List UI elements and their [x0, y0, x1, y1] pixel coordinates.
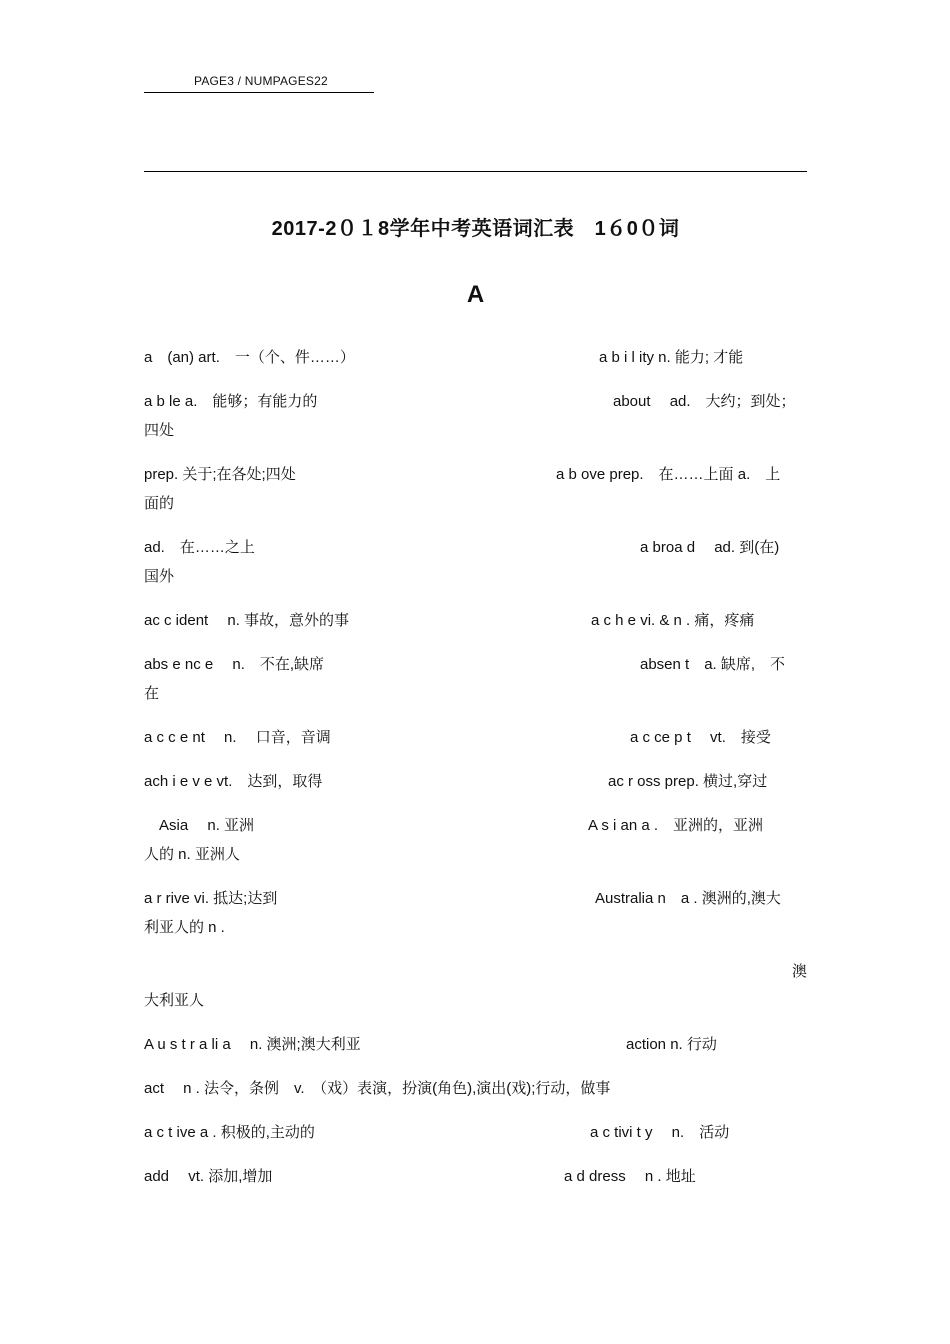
vocab-entry-left: add vt. 添加,增加	[144, 1168, 273, 1185]
vocab-row	[144, 811, 807, 869]
vocab-entry-continuation: 在	[144, 685, 160, 702]
vocab-entry-left: act n . 法令，条例 v. （戏）表演，扮演(角色),演出(戏);行动，做事	[144, 1080, 611, 1097]
page-header: PAGE3 / NUMPAGES22	[194, 74, 328, 88]
vocab-entry-right: a d dress n . 地址	[564, 1168, 696, 1185]
vocab-row	[144, 884, 807, 942]
vocab-entry-continuation: 国外	[144, 568, 175, 585]
vocab-entry-left: a c t ive a . 积极的,主动的	[144, 1124, 315, 1141]
vocab-row	[144, 387, 807, 445]
vocab-row	[144, 1118, 807, 1147]
vocab-entry-left: abs e nc e n. 不在,缺席	[144, 656, 325, 673]
vocab-entry-left: a c c e nt n. 口音，音调	[144, 729, 331, 746]
vocab-entry-left: ac c ident n. 事故，意外的事	[144, 612, 350, 629]
vocab-entry-continuation: 大利亚人	[144, 992, 205, 1009]
vocabulary-list	[144, 343, 807, 1206]
vocab-entry-right: a broa d ad. 到(在)	[640, 539, 780, 556]
vocab-entry-right: about ad. 大约；到处；	[613, 393, 796, 410]
vocab-entry-right: action n. 行动	[626, 1036, 717, 1053]
vocab-entry-right: 澳	[791, 963, 807, 980]
vocab-row	[144, 1030, 807, 1059]
vocab-entry-left: a (an) art. 一（个、件……）	[144, 349, 355, 366]
vocab-entry-left: ad. 在……之上	[144, 539, 255, 556]
vocab-entry-continuation: 四处	[144, 422, 175, 439]
vocab-entry-left: A u s t r a li a n. 澳洲;澳大利亚	[144, 1036, 361, 1053]
vocab-row	[144, 1074, 807, 1103]
vocab-row	[144, 723, 807, 752]
vocab-row	[144, 650, 807, 708]
vocab-entry-right: a c h e vi. & n . 痛，疼痛	[591, 612, 755, 629]
vocab-row	[144, 1162, 807, 1191]
vocab-entry-right: A s i an a . 亚洲的，亚洲	[588, 817, 764, 834]
vocab-row	[144, 343, 807, 372]
vocab-entry-left: prep. 关于;在各处;四处	[144, 466, 296, 483]
vocab-entry-right: absen t a. 缺席, 不	[640, 656, 786, 673]
vocab-entry-right: a c tivi t y n. 活动	[590, 1124, 730, 1141]
vocab-row	[144, 957, 807, 1015]
vocab-entry-right: Australia n a . 澳洲的,澳大	[595, 890, 781, 907]
horizontal-rule	[144, 171, 807, 172]
vocab-entry-left: ach i e v e vt. 达到，取得	[144, 773, 323, 790]
vocab-entry-right: ac r oss prep. 横过,穿过	[608, 773, 768, 790]
document-title: 2017-2０１8学年中考英语词汇表 1６0０词	[271, 218, 680, 240]
section-heading: A	[466, 281, 485, 308]
vocab-entry-right: a b i l ity n. 能力; 才能	[599, 349, 744, 366]
vocab-entry-left: Asia n. 亚洲	[144, 817, 255, 834]
vocab-row	[144, 533, 807, 591]
vocab-entry-left: a b le a. 能够；有能力的	[144, 393, 318, 410]
vocab-entry-continuation: 利亚人的 n .	[144, 919, 225, 936]
vocab-entry-left: a r rive vi. 抵达;达到	[144, 890, 278, 907]
vocab-row	[144, 606, 807, 635]
vocab-row	[144, 767, 807, 796]
header-underline	[144, 92, 374, 93]
vocab-entry-right: a c ce p t vt. 接受	[630, 729, 771, 746]
vocab-row	[144, 460, 807, 518]
vocab-entry-continuation: 人的 n. 亚洲人	[144, 846, 240, 863]
vocab-entry-continuation: 面的	[144, 495, 175, 512]
vocab-entry-right: a b ove prep. 在……上面 a. 上	[556, 466, 781, 483]
